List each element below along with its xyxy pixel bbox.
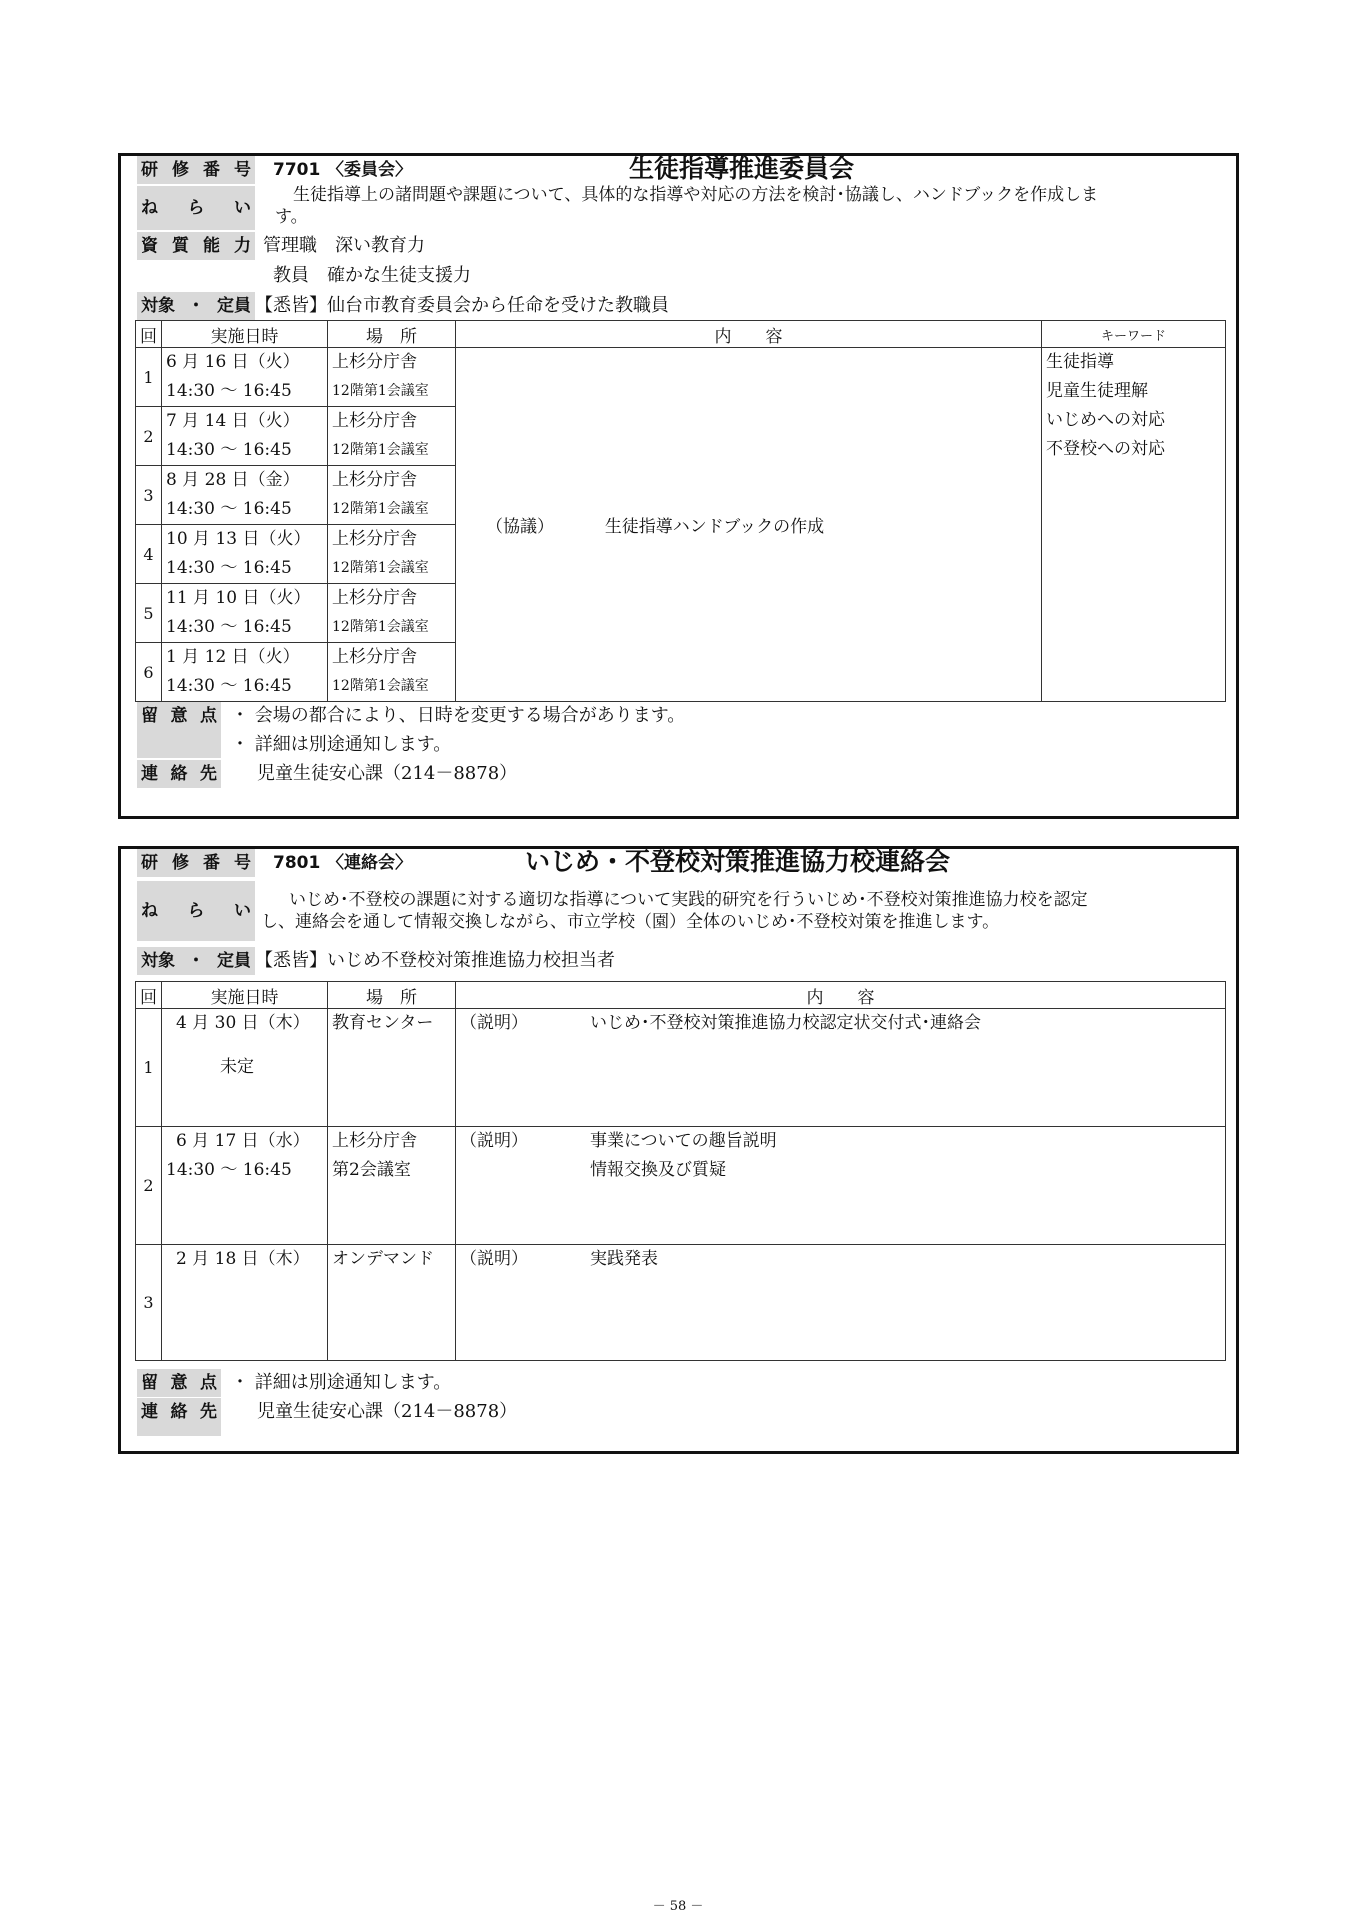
- round-number: 5: [136, 584, 162, 643]
- schedule-table: [135, 981, 1226, 1361]
- notes-label: 留 意 点: [137, 702, 221, 730]
- header-place: 場 所: [328, 321, 456, 348]
- note-item: ・ 会場の都合により、日時を変更する場合があります。: [231, 705, 686, 726]
- table-row: [136, 1127, 1226, 1245]
- competency-admin: 管理職 深い教育力: [263, 235, 425, 256]
- notes-label: 留 意 点: [137, 1369, 221, 1397]
- course-no-label: 研 修 番 号: [137, 849, 255, 877]
- row-date: 8 月 28 日（金）: [166, 470, 300, 490]
- keyword-item: 児童生徒理解: [1046, 381, 1148, 401]
- round-number: 2: [136, 407, 162, 466]
- course-number: 7701: [273, 160, 321, 180]
- row-date: 6 月 16 日（火）: [166, 352, 300, 372]
- course-title: いじめ・不登校対策推進協力校連絡会: [525, 847, 951, 876]
- course-7701-section: [118, 153, 1239, 819]
- row-time: 14:30 ～ 16:45: [166, 617, 292, 637]
- content-text: 実践発表: [590, 1249, 658, 1269]
- round-number: 1: [136, 1009, 162, 1127]
- course-title: 生徒指導推進委員会: [629, 154, 855, 183]
- competency-label: 資 質 能 力: [137, 232, 255, 260]
- header-place: 場 所: [328, 982, 456, 1009]
- row-time: 14:30 ～ 16:45: [166, 1160, 292, 1180]
- keyword-item: 生徒指導: [1046, 352, 1114, 372]
- row-date: 10 月 13 日（火）: [166, 529, 311, 549]
- aim-line-1: 生徒指導上の諸問題や課題について、具体的な指導や対応の方法を検討･協議し、ハンドブックを作成しま: [293, 185, 1099, 205]
- label-shade: [137, 1426, 221, 1436]
- content-text: 情報交換及び質疑: [590, 1160, 726, 1180]
- header-date: 実施日時: [162, 321, 328, 348]
- course-type: 〈連絡会〉: [327, 853, 412, 873]
- contact-text: 児童生徒安心課（214－8878）: [257, 1401, 518, 1422]
- target-text: 【悉皆】仙台市教育委員会から任命を受けた教職員: [255, 295, 669, 316]
- target-text: 【悉皆】いじめ不登校対策推進協力校担当者: [255, 950, 615, 971]
- row-place: 上杉分庁舎: [332, 470, 417, 490]
- course-no-label: 研 修 番 号: [137, 156, 255, 184]
- row-date: 1 月 12 日（火）: [166, 647, 300, 667]
- row-room: 12階第1会議室: [332, 383, 429, 399]
- row-time: 14:30 ～ 16:45: [166, 676, 292, 696]
- content-text: いじめ･不登校対策推進協力校認定状交付式･連絡会: [590, 1013, 981, 1033]
- aim-line-2: す。: [275, 207, 308, 227]
- row-date: 2 月 18 日（木）: [176, 1249, 310, 1269]
- keyword-item: いじめへの対応: [1046, 410, 1165, 430]
- course-7801-section: [118, 846, 1239, 1454]
- keyword-item: 不登校への対応: [1046, 439, 1165, 459]
- content-kind: （説明）: [460, 1249, 528, 1269]
- row-time: 14:30 ～ 16:45: [166, 440, 292, 460]
- table-row: [136, 348, 1226, 407]
- round-number: 3: [136, 466, 162, 525]
- row-place: 上杉分庁舎: [332, 588, 417, 608]
- row-place: 上杉分庁舎: [332, 529, 417, 549]
- content-kind: （説明）: [460, 1013, 528, 1033]
- content-kind: （協議）: [486, 517, 554, 537]
- content-text: 事業についての趣旨説明: [590, 1131, 777, 1151]
- row-date: 7 月 14 日（火）: [166, 411, 300, 431]
- row-room: 第2会議室: [332, 1160, 411, 1180]
- header-content: 内 容: [456, 982, 1226, 1009]
- aim-label: ね ら い: [137, 186, 255, 230]
- round-number: 3: [136, 1245, 162, 1361]
- row-place: 上杉分庁舎: [332, 411, 417, 431]
- row-room: 12階第1会議室: [332, 619, 429, 635]
- row-time: 未定: [220, 1057, 254, 1077]
- contact-label: 連 絡 先: [137, 760, 221, 788]
- notes-label-cont: [137, 730, 221, 758]
- header-keyword: キーワード: [1042, 321, 1226, 348]
- aim-line-1: いじめ･不登校の課題に対する適切な指導について実践的研究を行ういじめ･不登校対策推進協力校を認定: [289, 890, 1088, 910]
- table-row: [136, 1245, 1226, 1361]
- row-place: オンデマンド: [332, 1249, 434, 1269]
- row-time: 14:30 ～ 16:45: [166, 558, 292, 578]
- page-number: － 58 －: [652, 1899, 704, 1914]
- row-place: 上杉分庁舎: [332, 1131, 417, 1151]
- competency-teacher: 教員 確かな生徒支援力: [273, 265, 471, 286]
- header-round: 回: [136, 321, 162, 348]
- row-date: 11 月 10 日（火）: [166, 588, 311, 608]
- note-item: ・ 詳細は別途通知します。: [231, 734, 452, 755]
- target-label: 対象 ・ 定員: [137, 292, 255, 320]
- row-place: 教育センター: [332, 1013, 434, 1033]
- header-content: 内 容: [456, 321, 1042, 348]
- header-date: 実施日時: [162, 982, 328, 1009]
- note-item: ・ 詳細は別途通知します。: [231, 1372, 452, 1393]
- target-label: 対象 ・ 定員: [137, 947, 255, 975]
- row-room: 12階第1会議室: [332, 442, 429, 458]
- row-time: 14:30 ～ 16:45: [166, 381, 292, 401]
- contact-label: 連 絡 先: [137, 1398, 221, 1426]
- round-number: 2: [136, 1127, 162, 1245]
- row-place: 上杉分庁舎: [332, 352, 417, 372]
- row-date: 6 月 17 日（水）: [176, 1131, 310, 1151]
- course-type: 〈委員会〉: [327, 160, 412, 180]
- row-time: 14:30 ～ 16:45: [166, 499, 292, 519]
- contact-text: 児童生徒安心課（214－8878）: [257, 763, 518, 784]
- row-date: 4 月 30 日（木）: [176, 1013, 310, 1033]
- content-text: 生徒指導ハンドブックの作成: [604, 517, 825, 537]
- row-room: 12階第1会議室: [332, 678, 429, 694]
- table-row: [136, 1009, 1226, 1127]
- schedule-table: [135, 320, 1226, 702]
- content-kind: （説明）: [460, 1131, 528, 1151]
- row-place: 上杉分庁舎: [332, 647, 417, 667]
- aim-line-2: し、連絡会を通して情報交換しながら、市立学校（園）全体のいじめ･不登校対策を推進します。: [261, 912, 1000, 932]
- header-round: 回: [136, 982, 162, 1009]
- round-number: 4: [136, 525, 162, 584]
- round-number: 6: [136, 643, 162, 702]
- course-number: 7801: [273, 853, 321, 873]
- row-room: 12階第1会議室: [332, 501, 429, 517]
- round-number: 1: [136, 348, 162, 407]
- row-room: 12階第1会議室: [332, 560, 429, 576]
- aim-label: ね ら い: [137, 881, 255, 941]
